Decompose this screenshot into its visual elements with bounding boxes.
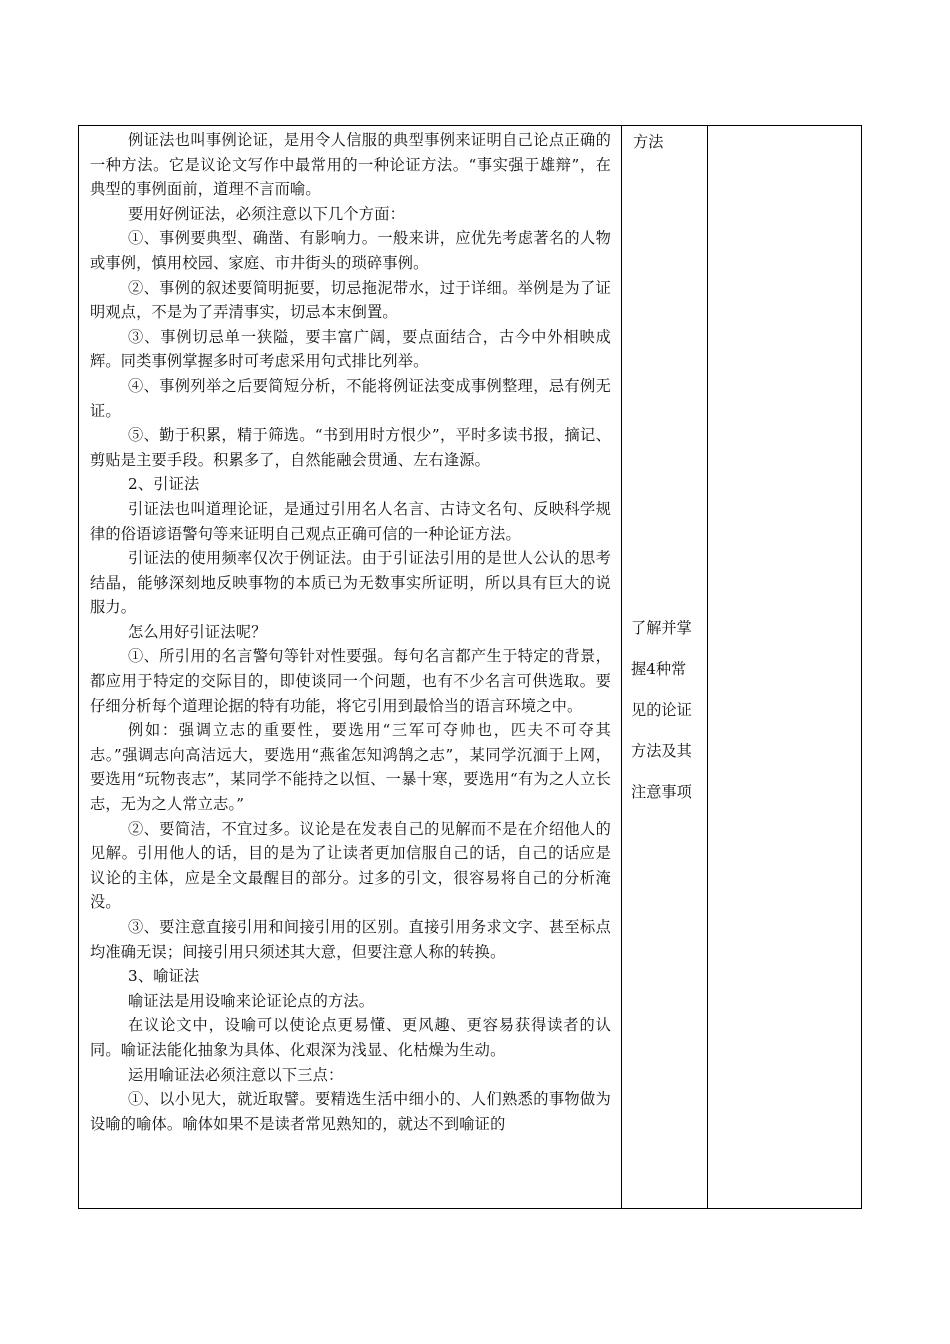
lesson-table bbox=[78, 125, 862, 1209]
paragraph: 喻证法是用设喻来论证论点的方法。 bbox=[128, 991, 375, 1010]
paragraph: 怎么用好引证法呢？ bbox=[128, 622, 267, 641]
goal-line: 注意事项 bbox=[631, 783, 692, 801]
goal-line: 握4种常 bbox=[631, 660, 687, 678]
paragraph: 例证法也叫事例论证，是用令人信服的典型事例来证明自己论点正确的一种方法。它是议论文写作中最常用的一种论证方法。“事实强于雄辩”，在典型的事例面前，道理不言而喻。 bbox=[90, 131, 611, 199]
content-column bbox=[79, 126, 622, 1208]
paragraph: ④、事例列举之后要简短分析，不能将例证法变成事例整理，忌有例无证。 bbox=[90, 376, 611, 420]
paragraph: ①、事例要典型、确凿、有影响力。一般来讲，应优先考虑著名的人物或事例，慎用校园、家庭、市井街头的琐碎事例。 bbox=[90, 229, 611, 272]
paragraph: ①、所引用的名言警句等针对性要强。每句名言都产生于特定的背景，都应用于特定的交际目的，即使谈同一个问题，也有不少名言可供选取。要仔细分析每个道理论据的特有功能，将它引用到最恰当的语言环境之中。 bbox=[90, 647, 611, 715]
goal-top-text: 方法 bbox=[633, 133, 664, 151]
paragraph: ③、要注意直接引用和间接引用的区别。直接引用务求文字、甚至标点均准确无误；间接引用只须述其大意，但要注意人称的转换。 bbox=[90, 918, 611, 961]
paragraph: ③、事例切忌单一狭隘，要丰富广阔，要点面结合，古今中外相映成辉。同类事例掌握多时可考虑采用句式排比列举。 bbox=[90, 327, 611, 371]
goal-line: 见的论证 bbox=[631, 701, 692, 719]
paragraph: 运用喻证法必须注意以下三点： bbox=[128, 1065, 344, 1084]
paragraph: ②、要简洁，不宜过多。议论是在发表自己的见解而不是在介绍他人的见解。引用他人的话，目的是为了让读者更加信服自己的话，自己的话应是议论的主体，应是全文最醒目的部分。过多的引文，很容易将自己的分析淹没。 bbox=[90, 819, 611, 912]
goal-line: 了解并掌 bbox=[631, 619, 692, 637]
goal-line: 方法及其 bbox=[631, 742, 692, 760]
paragraph: 引证法也叫道理论证，是通过引用名人名言、古诗文名句、反映科学规律的俗语谚语警句等来证明自己观点正确可信的一种论证方法。 bbox=[90, 499, 611, 543]
paragraph: ②、事例的叙述要简明扼要，切忌拖泥带水，过于详细。举例是为了证明观点，不是为了弄清事实，切忌本末倒置。 bbox=[90, 278, 611, 322]
paragraph: ⑤、勤于积累，精于筛选。“书到用时方恨少”，平时多读书报，摘记、剪贴是主要手段。积累多了，自然能融会贯通、左右逢源。 bbox=[90, 426, 611, 469]
paragraph: 例如：强调立志的重要性，要选用“三军可夺帅也，匹夫不可夺其志。”强调志向高洁远大，要选用“燕雀怎知鸿鹄之志”，某同学沉湎于上网，要选用“玩物丧志”，某同学不能持之以恒、一暴十寒，要选用“有为之人立长志，无为之人常立志。” bbox=[90, 721, 611, 814]
section-heading: 2、引证法 bbox=[128, 475, 200, 494]
paragraph: 在议论文中，设喻可以使论点更易懂、更风趣、更容易获得读者的认同。喻证法能化抽象为具体、化艰深为浅显、化枯燥为生动。 bbox=[90, 1016, 611, 1059]
teaching-goal bbox=[631, 608, 705, 813]
paragraph: ①、以小见大，就近取譬。要精选生活中细小的、人们熟悉的事物做为设喻的喻体。喻体如果不是读者常见熟知的，就达不到喻证的 bbox=[90, 1090, 611, 1133]
paragraph: 引证法的使用频率仅次于例证法。由于引证法引用的是世人公认的思考结晶，能够深刻地反映事物的本质已为无数事实所证明，所以具有巨大的说服力。 bbox=[90, 549, 611, 617]
paragraph: 要用好例证法，必须注意以下几个方面： bbox=[128, 204, 405, 223]
goal-column bbox=[622, 126, 708, 1208]
section-heading: 3、喻证法 bbox=[128, 967, 200, 986]
notes-column bbox=[708, 126, 862, 1208]
